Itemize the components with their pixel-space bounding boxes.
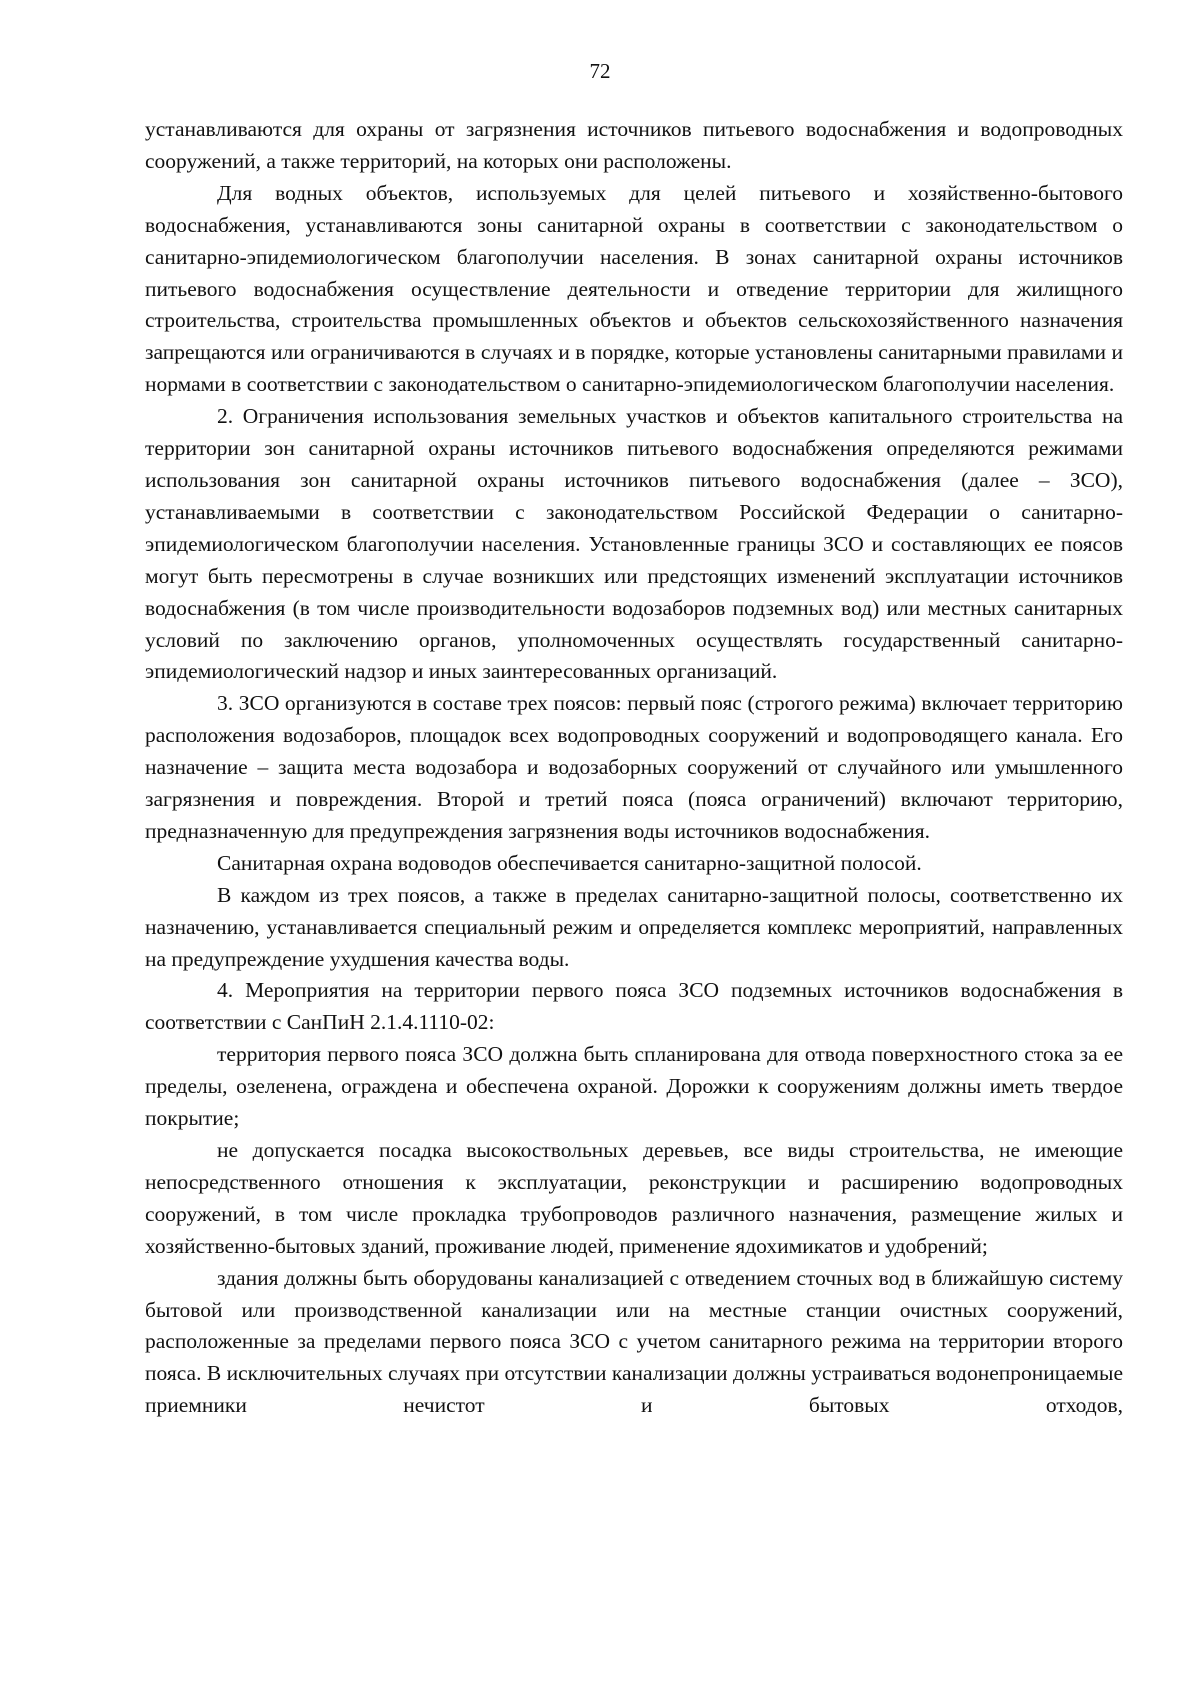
paragraph-water-objects: Для водных объектов, используемых для целей питьевого и хозяйственно-бытового водоснабжения, устанавливаются зоны санитарной охраны в соответствии с законодательством о санитарно-эпидемиологическом благополучии населения. В зонах санитарной охраны источников питьевого водоснабжения осуществление деятельности и отведение территории для жилищного строительства, строительства промышленных объектов и объектов сельскохозяйственного назначения запрещаются или ограничиваются в случаях и в порядке, которые установлены санитарными правилами и нормами в соответствии с законодательством о санитарно-эпидемиологическом благополучии населения.	[145, 180, 1123, 397]
paragraph-sanitary-strip: Санитарная охрана водоводов обеспечивается санитарно-защитной полосой.	[217, 850, 922, 875]
page-number: 72	[589, 59, 611, 83]
paragraph-item-3: 3. ЗСО организуются в составе трех поясов: первый пояс (строгого режима) включает территорию расположения водозаборов, площадок всех водопроводных сооружений и водопроводящего канала. Его назначение – защита места водозабора и водозаборных сооружений от случайного или умышленного загрязнения и повреждения. Второй и третий пояса (пояса ограничений) включают территорию, предназначенную для предупреждения загрязнения воды источников водоснабжения.	[145, 691, 1123, 843]
paragraph-territory: территория первого пояса ЗСО должна быть спланирована для отвода поверхностного стока за ее пределы, озеленена, ограждена и обеспечена охраной. Дорожки к сооружениям должны иметь твердое покрытие;	[145, 1042, 1123, 1131]
paragraph-item-4: 4. Мероприятия на территории первого пояса ЗСО подземных источников водоснабжения в соответствии с СанПиН 2.1.4.1110-02:	[145, 978, 1123, 1035]
paragraph-three-belts: В каждом из трех поясов, а также в пределах санитарно-защитной полосы, соответственно их назначению, устанавливается специальный режим и определяется комплекс мероприятий, направленных на предупреждение ухудшения качества воды.	[145, 882, 1123, 971]
paragraph-item-2: 2. Ограничения использования земельных участков и объектов капитального строительства на территории зон санитарной охраны источников питьевого водоснабжения определяются режимами использования зон санитарной охраны источников питьевого водоснабжения (далее – ЗСО), устанавливаемыми в соответствии с законодательством Российской Федерации о санитарно-эпидемиологическом благополучии населения. Установленные границы ЗСО и составляющих ее поясов могут быть пересмотрены в случае возникших или предстоящих изменений эксплуатации источников водоснабжения (в том числе производительности водозаборов подземных вод) или местных санитарных условий по заключению органов, уполномоченных осуществлять государственный санитарно-эпидемиологический надзор и иных заинтересованных организаций.	[145, 404, 1123, 684]
paragraph-restrictions: не допускается посадка высокоствольных деревьев, все виды строительства, не имеющие непосредственного отношения к эксплуатации, реконструкции и расширению водопроводных сооружений, в том числе прокладка трубопроводов различного назначения, размещение жилых и хозяйственно-бытовых зданий, проживание людей, применение ядохимикатов и удобрений;	[145, 1138, 1123, 1258]
paragraph-buildings: здания должны быть оборудованы канализацией с отведением сточных вод в ближайшую систему бытовой или производственной канализации или на местные станции очистных сооружений, расположенные за пределами первого пояса ЗСО с учетом санитарного режима на территории второго пояса. В исключительных случаях при отсутствии канализации должны устраиваться водонепроницаемые приемники нечистот и бытовых отходов,	[145, 1265, 1123, 1418]
paragraph-continuation: устанавливаются для охраны от загрязнения источников питьевого водоснабжения и водопроводных сооружений, а также территорий, на которых они расположены.	[145, 117, 1123, 173]
document-body	[145, 114, 1123, 1422]
